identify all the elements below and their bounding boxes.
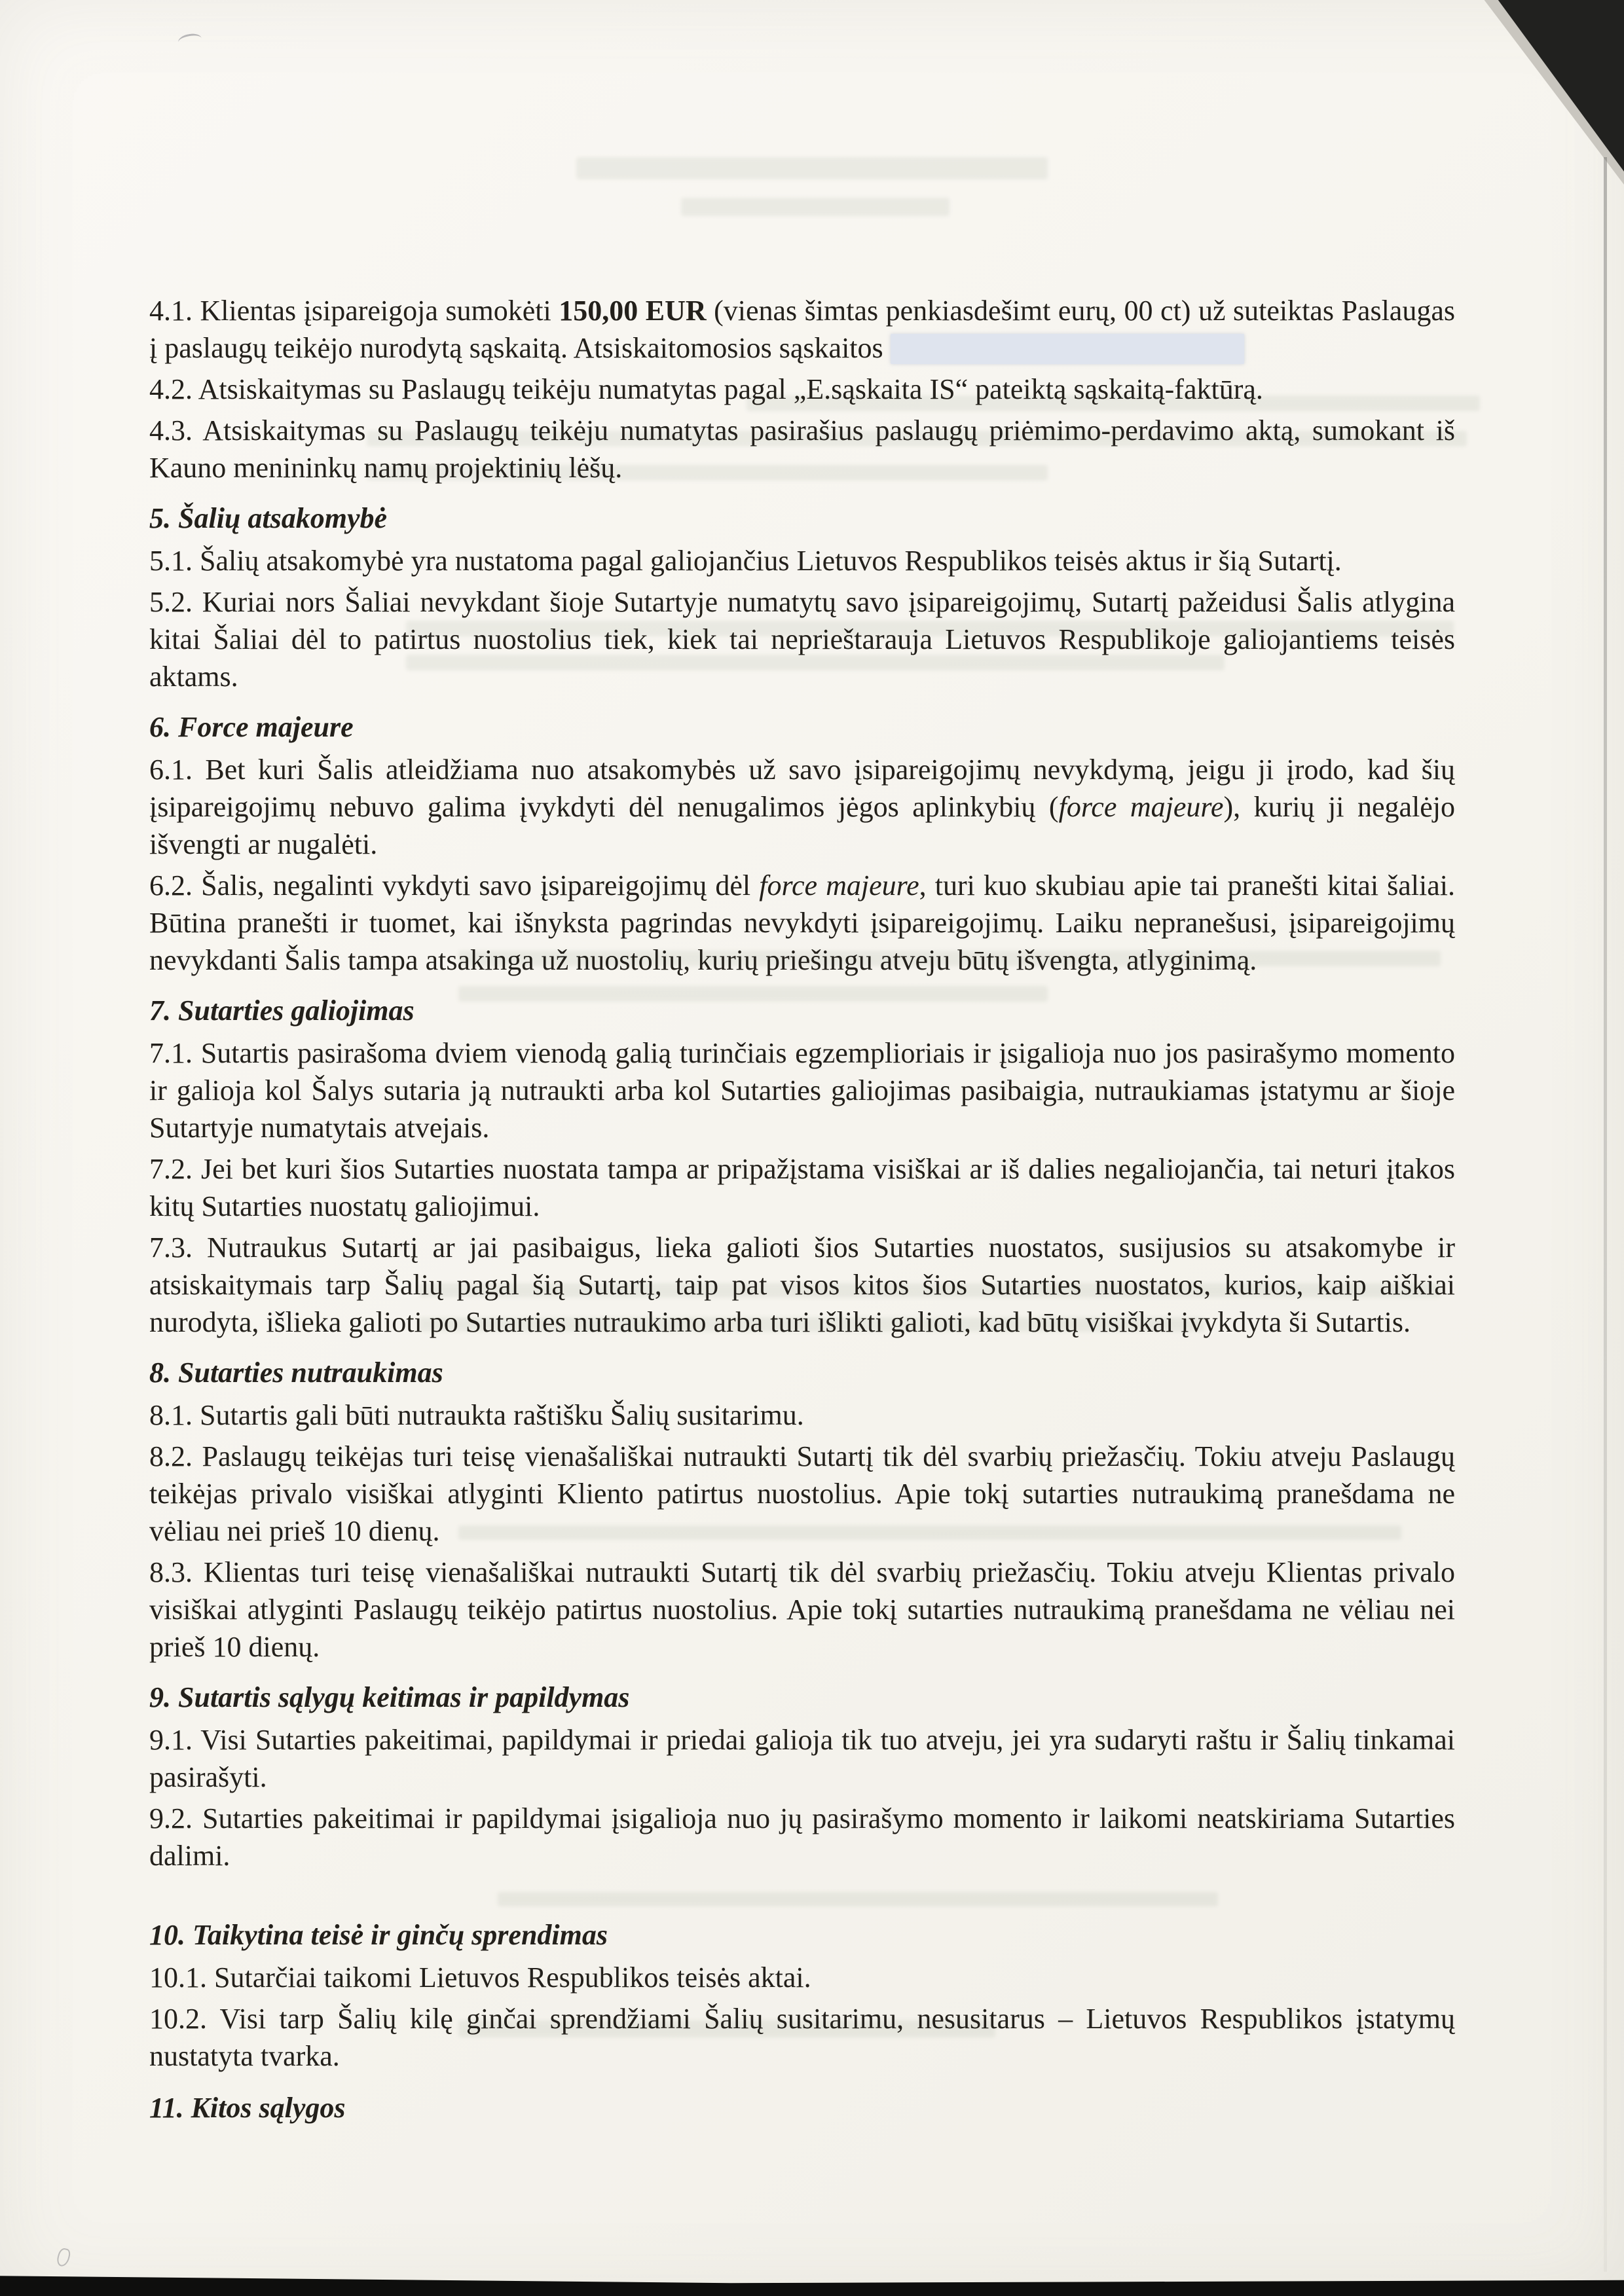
text-run: 7.1. Sutartis pasirašoma dviem vienodą galią turinčiais egzemplioriais ir įsigalioja nuo jos pasirašymo momento ir galioja kol Šalys sutaria ją nutraukti arba kol Sutarties galiojimas pasibaigia, nutraukiamas įstatymu ar šioje Sutartyje numatytais atvejais. <box>149 1037 1455 1144</box>
contract-section <box>149 1679 1455 1874</box>
text-run: 6.2. Šalis, negalinti vykdyti savo įsipareigojimų dėl <box>149 869 760 902</box>
text-run: 4.1. Klientas įsipareigoja sumokėti <box>149 295 559 327</box>
redacted-account-number <box>891 334 1244 364</box>
bold-text-run: 150,00 EUR <box>559 295 707 327</box>
text-run: 7.2. Jei bet kuri šios Sutarties nuostata tampa ar pripažįstama visiškai ar iš dalies negaliojančia, tai neturi įtakos kitų Sutarties nuostatų galiojimui. <box>149 1153 1455 1222</box>
bleedthrough-artifact <box>681 198 950 216</box>
text-run: 7.3. Nutraukus Sutartį ar jai pasibaigus, lieka galioti šios Sutarties nuostatos, susijusios su atsakomybe ir atsiskaitymais tarp Šalių pagal šią Sutartį, taip pat visos kitos šios Sutarties nuostatos, kurios, kaip aiškiai nurodyta, išlieka galioti po Sutarties nutraukimo arba turi išlikti galioti, kad būtų visiškai įvykdyta ši Sutartis. <box>149 1231 1455 1338</box>
pen-mark-artifact <box>56 2247 71 2268</box>
text-run: 8.2. Paslaugų teikėjas turi teisę vienašališkai nutraukti Sutartį tik dėl svarbių priežasčių. Tokiu atveju Paslaugų teikėjas privalo visiškai atlyginti Kliento patirtus nuostolius. Apie tokį sutarties nutraukimą pranešdama ne vėliau nei prieš 10 dienų. <box>149 1440 1455 1547</box>
text-run: 8.1. Sutartis gali būti nutraukta raštišku Šalių susitarimu. <box>149 1399 804 1431</box>
text-run: 9.1. Visi Sutarties pakeitimai, papildymai ir priedai galioja tik tuo atveju, jei yra sudaryti raštu ir Šalių tinkamai pasirašyti. <box>149 1724 1455 1793</box>
section-heading: 9. Sutartis sąlygų keitimas ir papildymas <box>149 1681 630 1713</box>
text-run: (vienas šimtas penkiasdešimt eurų, 00 ct) už suteiktas Paslaugas į paslaugų teikėjo nurodytą sąskaitą. Atsiskaitomosios sąskaitos <box>149 295 1455 364</box>
text-run: 4.3. Atsiskaitymas su Paslaugų teikėju numatytas pasirašius paslaugų priėmimo-perdavimo aktą, sumokant iš Kauno menininkų namų projektinių lėšų. <box>149 414 1455 484</box>
section-heading: 8. Sutarties nutraukimas <box>149 1357 443 1389</box>
contract-section <box>149 992 1455 1341</box>
contract-section <box>149 292 1455 486</box>
text-run: 9.2. Sutarties pakeitimai ir papildymai įsigalioja nuo jų pasirašymo momento ir laikomi neatskiriama Sutarties dalimi. <box>149 1802 1455 1872</box>
contract-paragraph <box>149 1554 1455 1666</box>
italic-text-run: force majeure <box>1058 791 1224 823</box>
document-body <box>149 292 1455 2132</box>
contract-section <box>149 708 1455 979</box>
section-heading: 11. Kitos sąlygos <box>149 2092 346 2124</box>
scan-right-edge-artifact <box>1604 157 1607 2272</box>
contract-paragraph <box>149 1396 1455 1434</box>
pen-mark-artifact <box>177 32 203 48</box>
contract-paragraph <box>149 1800 1455 1874</box>
italic-text-run: force majeure <box>759 869 919 902</box>
contract-paragraph <box>149 371 1455 408</box>
contract-paragraph <box>149 1438 1455 1550</box>
contract-paragraph <box>149 583 1455 695</box>
text-run: 5.2. Kuriai nors Šaliai nevykdant šioje Sutartyje numatytų savo įsipareigojimų, Sutartį pažeidusi Šalis atlygina kitai Šaliai dėl to patirtus nuostolius tiek, kiek tai neprieštarauja Lietuvos Respublikoje galiojantiems teisės aktams. <box>149 586 1455 693</box>
text-run: , turi kuo skubiau apie tai pranešti kitai šaliai. Būtina pranešti ir tuomet, kai išnyksta pagrindas nevykdyti įsipareigojimų. Laiku nepranešusi, įsipareigojimų nevykdanti Šalis tampa atsakinga už nuostolių, kurių priešingu atveju būtų išvengta, atlyginimą. <box>149 869 1455 976</box>
contract-paragraph <box>149 1150 1455 1225</box>
scan-bottom-edge-artifact <box>0 2267 1624 2296</box>
contract-paragraph <box>149 1229 1455 1341</box>
text-run: 6.1. Bet kuri Šalis atleidžiama nuo atsakomybės už savo įsipareigojimų nevykdymą, jeigu ji įrodo, kad šių įsipareigojimų nebuvo galima įvykdyti dėl nenugalimos jėgos aplinkybių ( <box>149 754 1455 823</box>
contract-paragraph <box>149 2000 1455 2075</box>
section-heading: 5. Šalių atsakomybė <box>149 502 388 534</box>
contract-paragraph <box>149 1959 1455 1996</box>
text-run: 4.2. Atsiskaitymas su Paslaugų teikėju numatytas pagal „E.sąskaita IS“ pateiktą sąskaitą-faktūrą. <box>149 373 1263 405</box>
contract-section <box>149 1354 1455 1666</box>
contract-section <box>149 500 1455 695</box>
text-run: 5.1. Šalių atsakomybė yra nustatoma pagal galiojančius Lietuvos Respublikos teisės aktus ir šią Sutartį. <box>149 545 1342 577</box>
bleedthrough-artifact <box>576 157 1048 179</box>
section-heading: 6. Force majeure <box>149 711 354 743</box>
contract-paragraph <box>149 751 1455 863</box>
section-heading: 7. Sutarties galiojimas <box>149 994 415 1027</box>
contract-section <box>149 1916 1455 2075</box>
contract-paragraph <box>149 542 1455 579</box>
contract-paragraph <box>149 1721 1455 1796</box>
text-run: 8.3. Klientas turi teisę vienašališkai nutraukti Sutartį tik dėl svarbių priežasčių. Tokiu atveju Klientas privalo visiškai atlyginti Paslaugų teikėjo patirtus nuostolius. Apie tokį sutarties nutraukimą pranešdama ne vėliau nei prieš 10 dienų. <box>149 1556 1455 1663</box>
text-run: ), kurių ji negalėjo išvengti ar nugalėti. <box>149 791 1455 860</box>
contract-paragraph <box>149 1034 1455 1146</box>
contract-paragraph <box>149 292 1455 367</box>
contract-section <box>149 2089 1455 2126</box>
text-run: 10.2. Visi tarp Šalių kilę ginčai sprendžiami Šalių susitarimu, nesusitarus – Lietuvos Respublikos įstatymų nustatyta tvarka. <box>149 2003 1455 2072</box>
text-run: 10.1. Sutarčiai taikomi Lietuvos Respublikos teisės aktai. <box>149 1961 811 1994</box>
contract-paragraph <box>149 867 1455 979</box>
contract-paragraph <box>149 412 1455 486</box>
section-heading: 10. Taikytina teisė ir ginčų sprendimas <box>149 1919 608 1951</box>
